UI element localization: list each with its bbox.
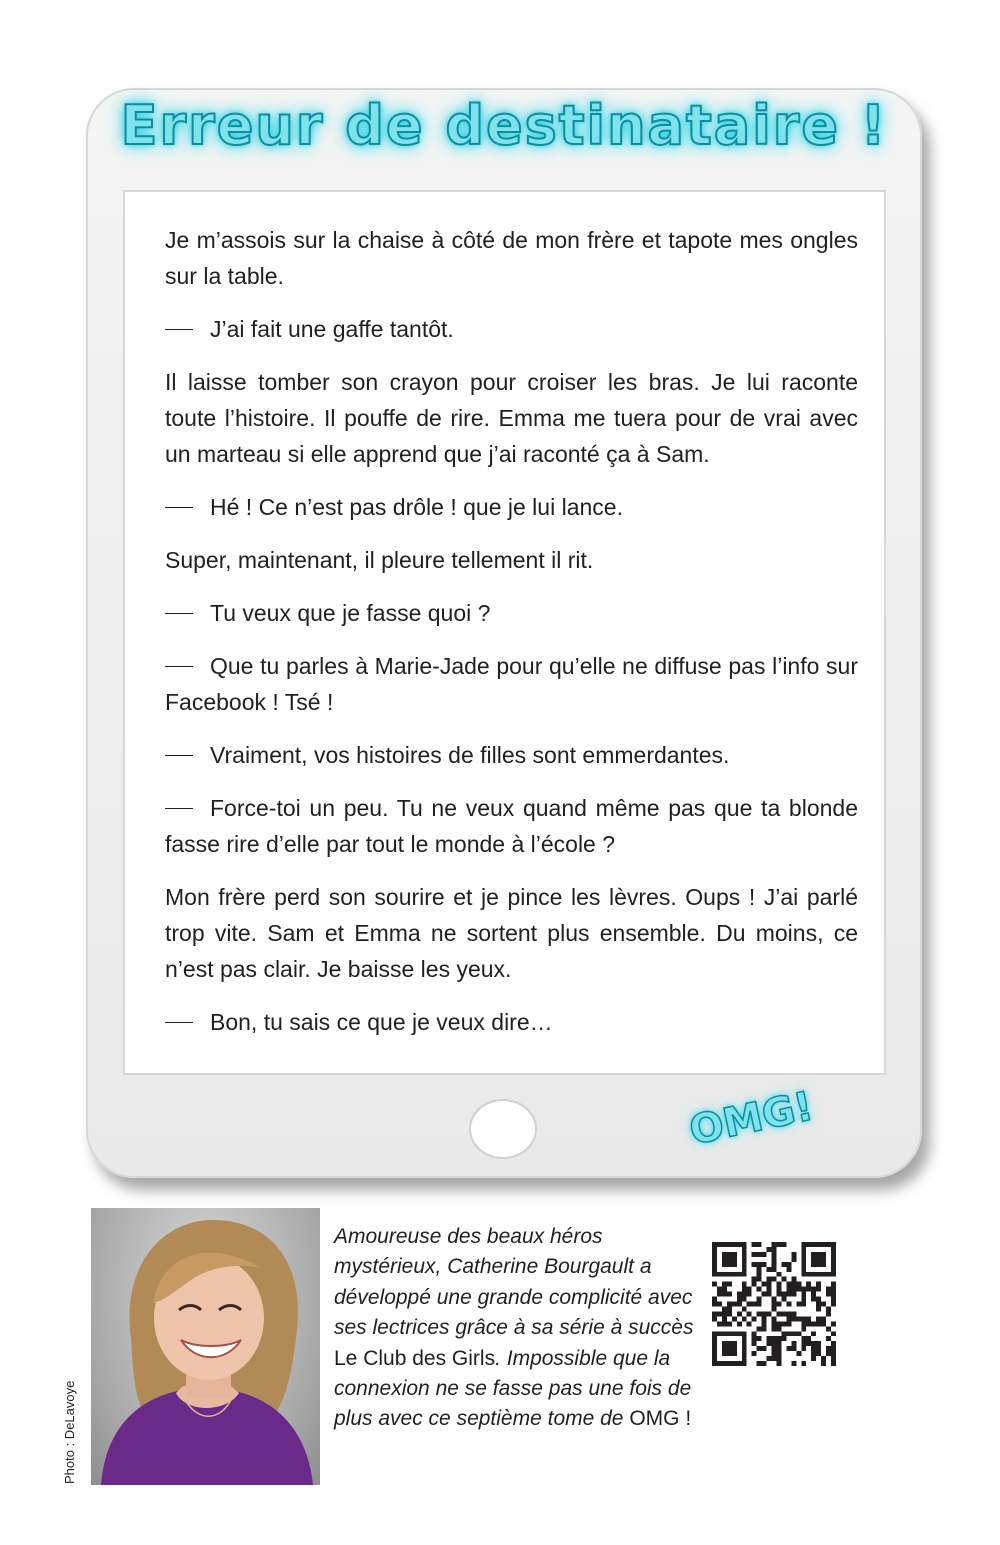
dialogue-paragraph — [165, 648, 858, 720]
narration-paragraph — [165, 879, 858, 987]
dialogue-paragraph — [165, 790, 858, 862]
dialogue-paragraph — [165, 595, 858, 631]
author-photo — [91, 1208, 320, 1485]
bio-series-name: Le Club des Girls — [334, 1346, 496, 1370]
book-title: Erreur de destinataire ! — [120, 94, 888, 157]
dialogue-dash — [165, 329, 193, 330]
bio-part2: . Impossible que la connexion ne se fasse pas une fois de plus avec ce septième tome de — [334, 1346, 692, 1431]
paragraph-text: Tu veux que je fasse quoi ? — [210, 600, 491, 626]
qr-code-icon — [712, 1242, 836, 1366]
dialogue-dash — [165, 666, 193, 667]
dialogue-dash — [165, 613, 193, 614]
story-excerpt — [165, 222, 858, 1057]
bio-part3: ! — [679, 1407, 692, 1431]
paragraph-text: Bon, tu sais ce que je veux dire… — [210, 1009, 553, 1035]
paragraph-text: Super, maintenant, il pleure tellement il rit. — [165, 547, 594, 573]
paragraph-text: Force-toi un peu. Tu ne veux quand même pas que ta blonde fasse rire d’elle par tout le monde à l’école ? — [165, 795, 858, 857]
paragraph-text: J’ai fait une gaffe tantôt. — [210, 316, 454, 342]
paragraph-text: Que tu parles à Marie-Jade pour qu’elle ne diffuse pas l’info sur Facebook ! Tsé ! — [165, 653, 858, 715]
tablet-home-button — [469, 1099, 537, 1159]
bio-book-name: OMG — [629, 1407, 680, 1431]
paragraph-text: Hé ! Ce n’est pas drôle ! que je lui lance. — [210, 494, 623, 520]
dialogue-dash — [165, 808, 193, 809]
paragraph-text: Il laisse tomber son crayon pour croiser les bras. Je lui raconte toute l’histoire. Il pouffe de rire. Emma me tuera pour de vrai avec un marteau si elle apprend que j’ai raconté ça à Sam. — [165, 369, 858, 467]
bio-part1: Amoureuse des beaux héros mystérieux, Catherine Bourgault a développé une grande complicité avec ses lectrices grâce à sa série à succès — [334, 1225, 694, 1340]
dialogue-paragraph — [165, 1004, 858, 1040]
dialogue-paragraph — [165, 737, 858, 773]
dialogue-dash — [165, 1022, 193, 1023]
dialogue-dash — [165, 755, 193, 756]
dialogue-paragraph — [165, 311, 858, 347]
dialogue-dash — [165, 507, 193, 508]
tablet-screen — [123, 190, 886, 1075]
omg-sticker: OMG! — [685, 1083, 818, 1155]
author-bio — [334, 1222, 694, 1435]
narration-paragraph — [165, 364, 858, 472]
dialogue-paragraph — [165, 489, 858, 525]
paragraph-text: Je m’assois sur la chaise à côté de mon frère et tapote mes ongles sur la table. — [165, 227, 858, 289]
paragraph-text: Mon frère perd son sourire et je pince les lèvres. Oups ! J’ai parlé trop vite. Sam et Emma ne sortent plus ensemble. Du moins, ce n’est pas clair. Je baisse les yeux. — [165, 884, 858, 982]
paragraph-text: Vraiment, vos histoires de filles sont emmerdantes. — [210, 742, 730, 768]
narration-paragraph — [165, 222, 858, 294]
narration-paragraph — [165, 542, 858, 578]
photo-credit: Photo : DeLavoye — [62, 1380, 77, 1484]
